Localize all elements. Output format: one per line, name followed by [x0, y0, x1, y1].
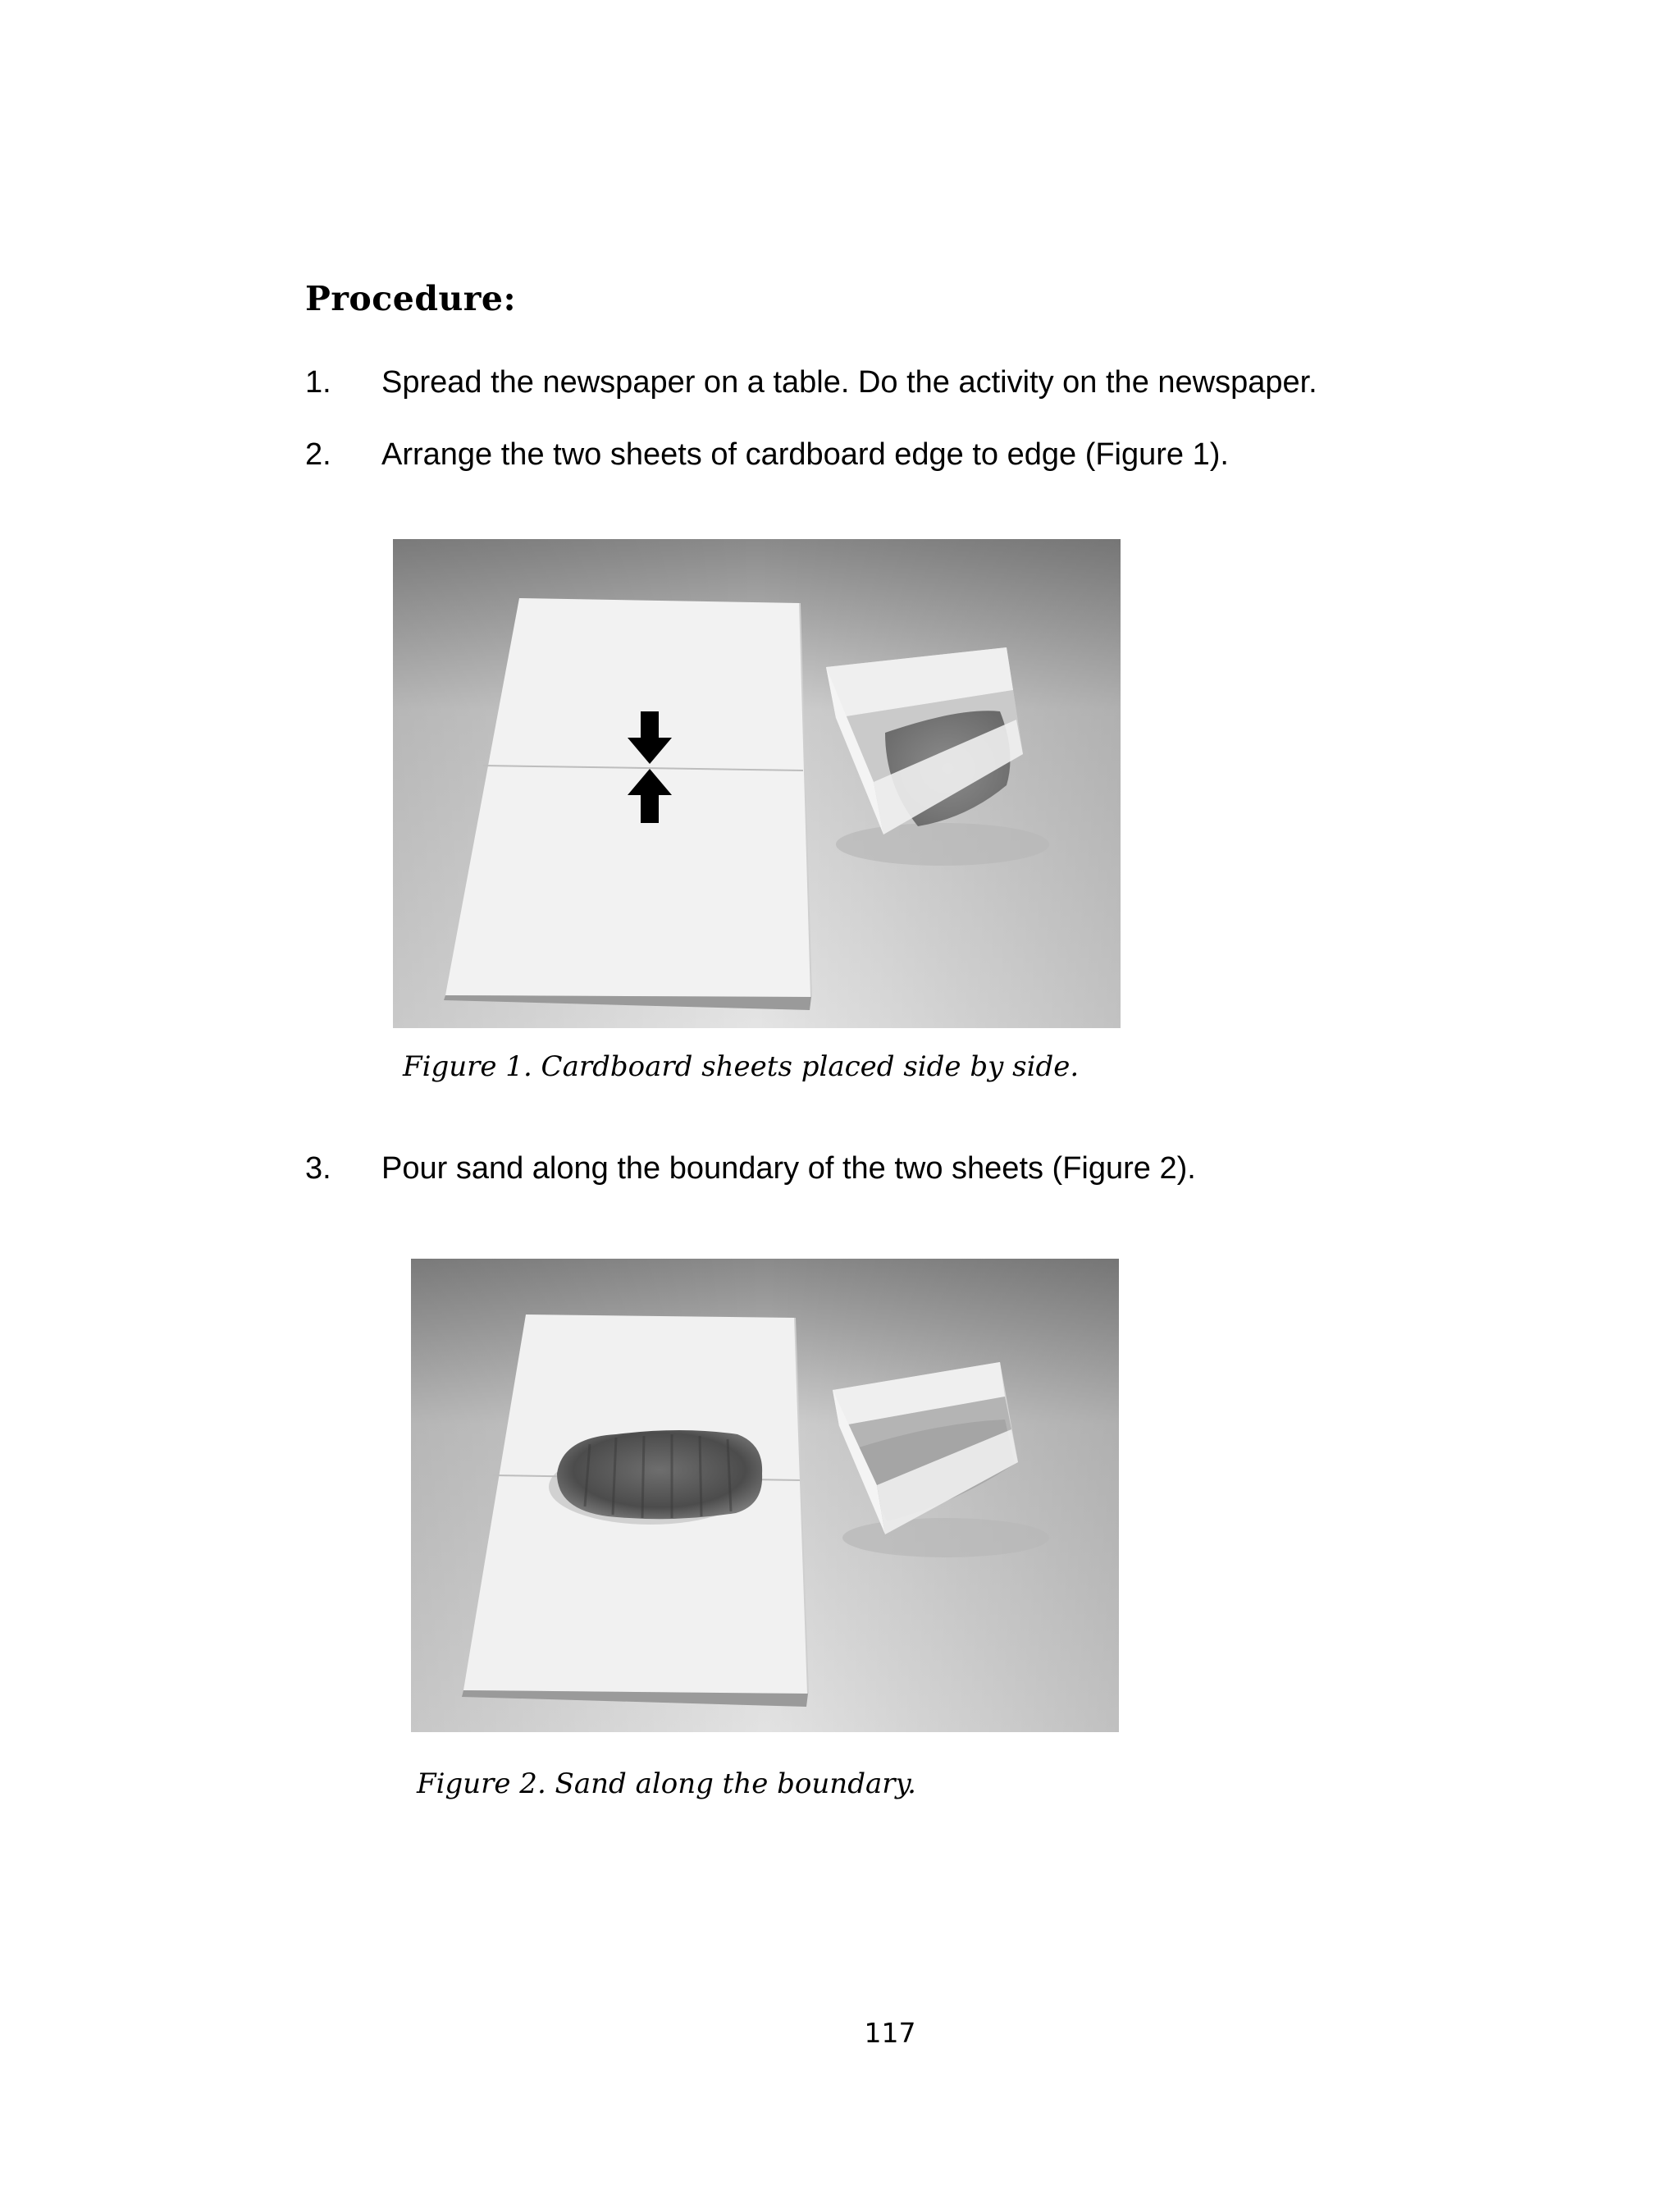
step-number: 2.: [305, 437, 331, 472]
step-3: [305, 1150, 1196, 1187]
step-number: 1.: [305, 365, 331, 400]
step-number: 3.: [305, 1151, 331, 1186]
step-text: Spread the newspaper on a table. Do the activity on the newspaper.: [381, 365, 1317, 400]
figure-1-caption: Figure 1. Cardboard sheets placed side by side.: [403, 1050, 1080, 1083]
step-text: Arrange the two sheets of cardboard edge to edge (Figure 1).: [381, 437, 1229, 472]
step-text: Pour sand along the boundary of the two sheets (Figure 2).: [381, 1151, 1196, 1186]
step-2: [305, 436, 1229, 473]
page-number: 117: [864, 2017, 916, 2049]
procedure-heading: Procedure:: [305, 279, 517, 318]
step-1: [305, 363, 1317, 401]
figure-1-photo: [393, 539, 1121, 1028]
figure-2-photo: [411, 1259, 1119, 1732]
figure-2-caption: Figure 2. Sand along the boundary.: [417, 1767, 916, 1800]
